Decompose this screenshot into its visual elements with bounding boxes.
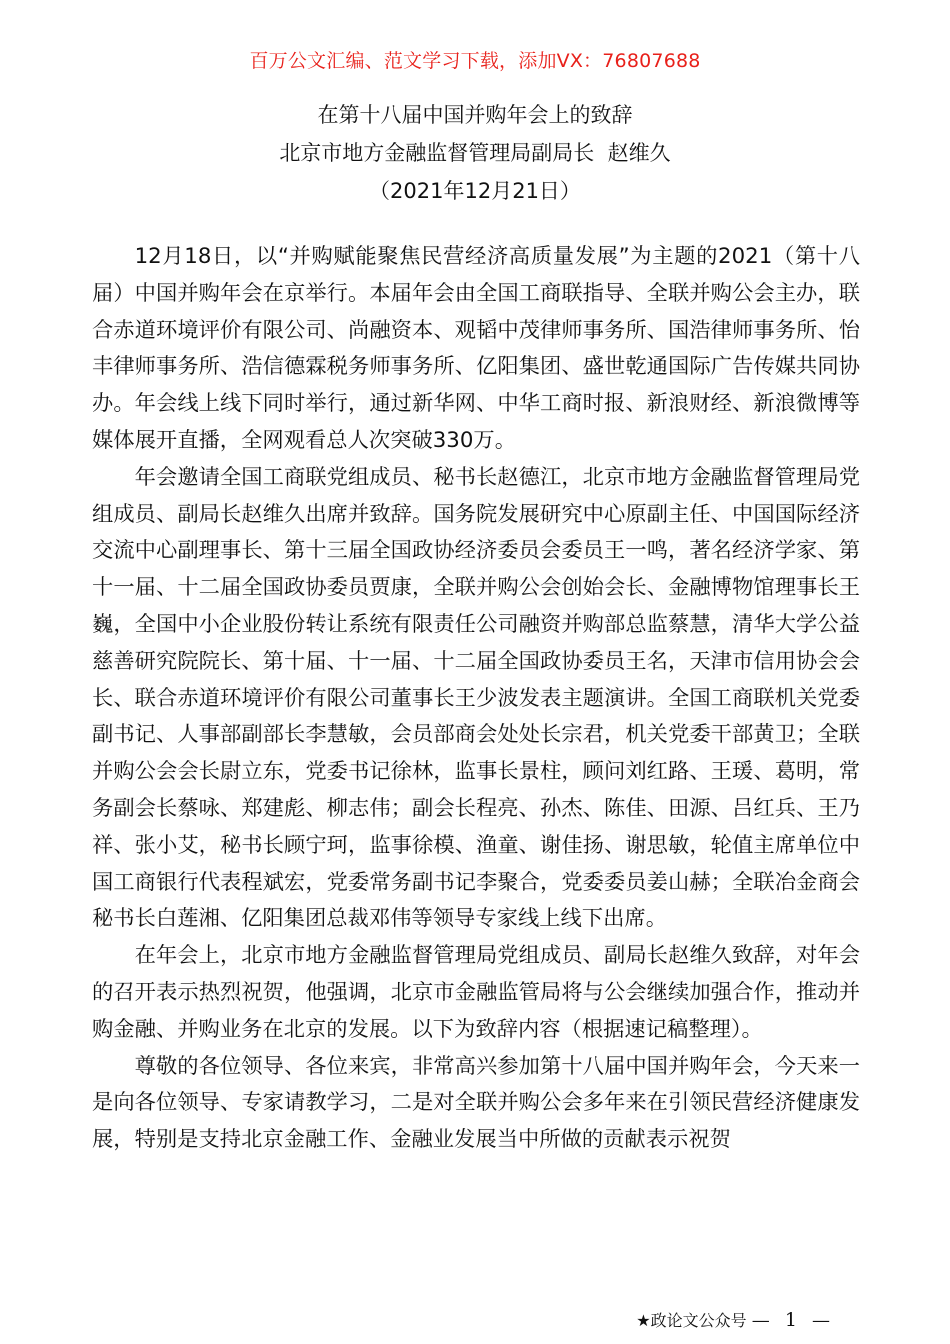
footer-dash-right: — [812,1310,830,1331]
body-paragraph-4: 尊敬的各位领导、各位来宾，非常高兴参加第十八届中国并购年会，今天来一是向各位领导、专家请教学习，二是对全联并购公会多年来在引领民营经济健康发展，特别是支持北京金融工作、金融业发展当中所做的贡献表示祝贺 [92,1053,860,1153]
watermark-banner: 百万公文汇编、范文学习下载，添加VX：76807688 [249,50,701,72]
footer-dash-left: — [751,1310,770,1331]
page-number: 1 [784,1309,797,1331]
body-paragraph-2: 年会邀请全国工商联党组成员、秘书长赵德江，北京市地方金融监督管理局党组成员、副局长赵维久出席并致辞。国务院发展研究中心原副主任、中国国际经济交流中心副理事长、第十三届全国政协经济委员会委员王一鸣，著名经济学家、第十一届、十二届全国政协委员贾康，全联并购公会创始会长、金融博物馆理事长王巍，全国中小企业股份转让系统有限责任公司融资并购部总监蔡慧，清华大学公益慈善研究院院长、第十届、十一届、十二届全国政协委员王名，天津市信用协会会长、联合赤道环境评价有限公司董事长王少波发表主题演讲。全国工商联机关党委副书记、人事部副部长李慧敏，会员部商会处处长宗君，机关党委干部黄卫；全联并购公会会长尉立东，党委书记徐林，监事长景柱，顾问刘红路、王瑗、葛明，常务副会长蔡咏、郑建彪、柳志伟；副会长程亮、孙杰、陈佳、田源、吕红兵、王乃祥、张小艾，秘书长顾宁珂，监事徐模、渔童、谢佳扬、谢思敏，轮值主席单位中国工商银行代表程斌宏，党委常务副书记李聚合，党委委员姜山赫；全联冶金商会秘书长白莲湘、亿阳集团总裁邓伟等领导专家线上线下出席。 [92,464,860,932]
date-line: （2021年12月21日） [369,179,581,203]
body-paragraph-1: 12月18日，以“并购赋能聚焦民营经济高质量发展”为主题的2021（第十八届）中国并购年会在京举行。本届年会由全国工商联指导、全联并购公会主办，联合赤道环境评价有限公司、尚融资本、观韬中茂律师事务所、国浩律师事务所、怡丰律师事务所、浩信德霖税务师事务所、亿阳集团、盛世乾通国际广告传媒共同协办。年会线上线下同时举行，通过新华网、中华工商时报、新浪财经、新浪微博等媒体展开直播，全网观看总人次突破330万。 [92,244,860,453]
footer-source: ★政论文公众号 [636,1311,747,1330]
page-footer [636,1308,830,1331]
speaker-line: 北京市地方金融监督管理局副局长 赵维久 [279,141,671,165]
document-body [92,239,860,1159]
body-paragraph-3: 在年会上，北京市地方金融监督管理局党组成员、副局长赵维久致辞，对年会的召开表示热烈祝贺，他强调，北京市金融监管局将与公会继续加强合作，推动并购金融、并购业务在北京的发展。以下为致辞内容（根据速记稿整理）。 [92,943,860,1042]
document-title: 在第十八届中国并购年会上的致辞 [317,103,633,127]
document-title-block [0,96,950,210]
